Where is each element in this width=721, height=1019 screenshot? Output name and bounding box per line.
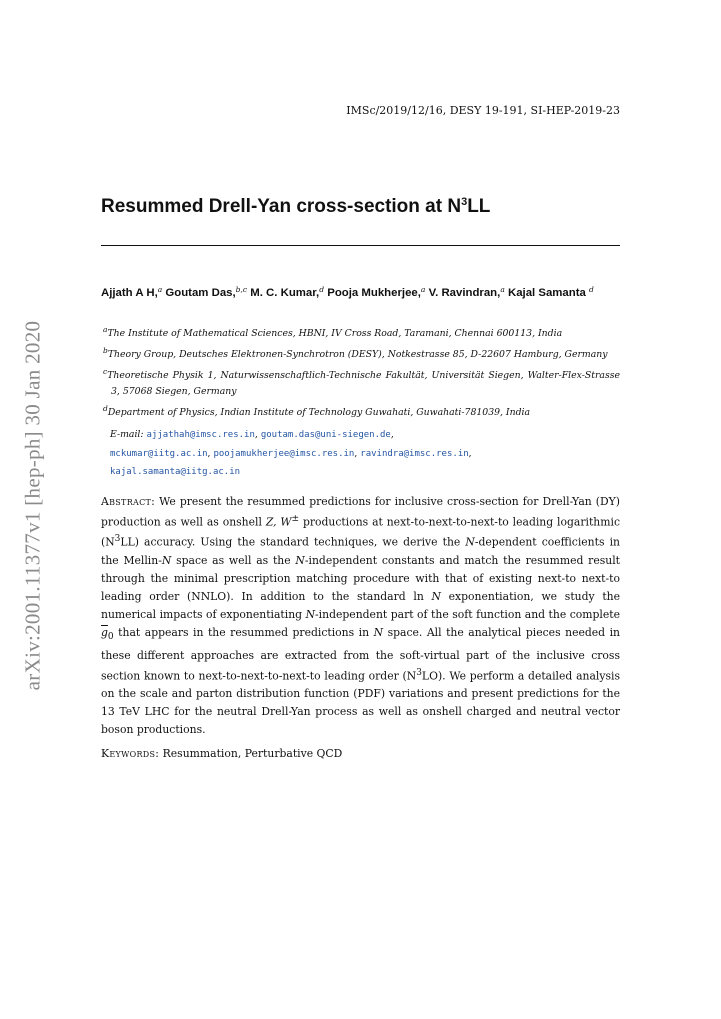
author-name: Goutam Das, [165,287,236,299]
math-symbol: $\overline{g}$ [101,625,108,639]
email-link[interactable]: kajal.samanta@iitg.ac.in [110,467,241,477]
affiliation [101,343,620,364]
math-superscript: ± [291,513,300,524]
affiliation-list [101,322,620,422]
email-link[interactable]: poojamukherjee@imsc.res.in [213,448,355,459]
math-symbol: N [161,553,172,567]
abstract-text: -independent part of the soft function and the complete [315,607,620,621]
email-link[interactable]: ajjathah@imsc.res.in [146,430,255,440]
abstract-text: LL) accuracy. Using the standard techniques, we derive the [120,536,466,549]
arxiv-stamp: arXiv:2001.11377v1 [hep-ph] 30 Jan 2020 [20,320,45,690]
abstract-text: We present the resummed predictions for inclusive cross-section for Drell-Yan (DY) production as well as onshell [101,495,620,529]
author-affiliation-mark: d [319,285,325,294]
email-block: E-mail: ajjathah@imsc.res.in, goutam.das@uni-siegen.de, mckumar@iitg.ac.in, poojamukherjee@imsc.res.in, ravindra@imsc.res.in, kajal.samanta@iitg.ac.in [110,429,472,477]
author-affiliation-mark: a [420,285,426,294]
affiliation [101,322,620,343]
keywords [101,747,342,760]
abstract-text: space as well as the [171,553,296,567]
title-main: Resummed Drell-Yan cross-section at N [101,196,462,217]
author-affiliation-mark: a [157,285,163,294]
math-symbol: N [373,625,384,639]
affiliation [101,364,620,402]
abstract [101,493,620,739]
email-link[interactable]: goutam.das@uni-siegen.de [260,430,391,440]
preprint-numbers: IMSc/2019/12/16, DESY 19-191, SI-HEP-2019-23 [346,104,620,117]
title-rule [101,245,620,246]
author-affiliation-mark: d [589,285,594,294]
author-name: Ajjath A H, [101,287,158,299]
abstract-text: -independent constants and match the resummed result through the minimal prescription matching procedure with that of existing next-to next-to leading order (NNLO). In addition to the standard ln [101,553,620,603]
affiliation-mark: c [103,366,108,376]
affiliation-text: Department of Physics, Indian Institute of Technology Guwahati, Guwahati-781039, India [107,407,531,419]
author-affiliation-mark: b,c [235,285,248,294]
abstract-text: space. All the analytical pieces needed in these different approaches are extracted from the soft-virtual part of the inclusive cross section known to next-to-next-to-next-to leading order (N [101,625,620,683]
author-name: V. Ravindran, [428,287,501,299]
math-superscript: 3 [416,667,422,678]
affiliation-mark: a [103,325,108,334]
affiliation-mark: b [103,345,108,355]
abstract-label: Abstract: [101,495,156,508]
affiliation [101,401,620,422]
math-symbol: N [431,589,441,603]
math-symbol: N [295,553,305,567]
affiliation-mark: d [103,404,108,414]
abstract-text: LO). We perform a detailed analysis on the scale and parton distribution function (PDF) variations and present predictions for the 13 TeV LHC for the neutral Drell-Yan process as well as onshell charged and neutral vector boson productions. [101,669,620,736]
paper-title [101,196,490,218]
abstract-text: that appears in the resummed predictions in [113,625,374,639]
abstract-text: -dependent coefficients in the Mellin- [101,536,620,567]
abstract-text: productions at next-to-next-to-next-to leading logarithmic (N [101,515,620,549]
math-superscript: 3 [114,534,121,545]
author-name: M. C. Kumar, [250,287,320,299]
math-symbol: Z, W [265,515,292,529]
author-affiliation-mark: a [500,285,505,294]
author-name: Kajal Samanta [507,287,586,299]
email-label: E-mail: [110,429,144,440]
affiliation-text: Theoretische Physik 1, Naturwissenschaftlich-Technische Fakultät, Universität Siegen, Walter-Flex-Strasse 3, 57068 Siegen, Germany [107,369,620,398]
affiliation-text: Theory Group, Deutsches Elektronen-Synchrotron (DESY), Notkestrasse 85, D-22607 Hamburg, Germany [107,348,608,360]
abstract-text: exponentiation, we study the numerical impacts of exponentiating [101,589,621,621]
title-superscript: 3 [461,196,468,208]
math-subscript: 0 [107,631,114,642]
math-symbol: N [305,607,316,621]
keywords-text: Resummation, Perturbative QCD [159,747,343,760]
arxiv-stamp-container [19,320,47,690]
author-name: Pooja Mukherjee, [327,287,421,299]
keywords-label: Keywords: [101,747,160,760]
affiliation-text: The Institute of Mathematical Sciences, HBNI, IV Cross Road, Taramani, Chennai 600113, India [107,328,563,339]
email-link[interactable]: ravindra@imsc.res.in [360,448,469,459]
title-tail: LL [467,196,491,217]
email-link[interactable]: mckumar@iitg.ac.in [110,448,208,459]
author-list [101,281,620,302]
math-symbol: N [465,536,475,549]
